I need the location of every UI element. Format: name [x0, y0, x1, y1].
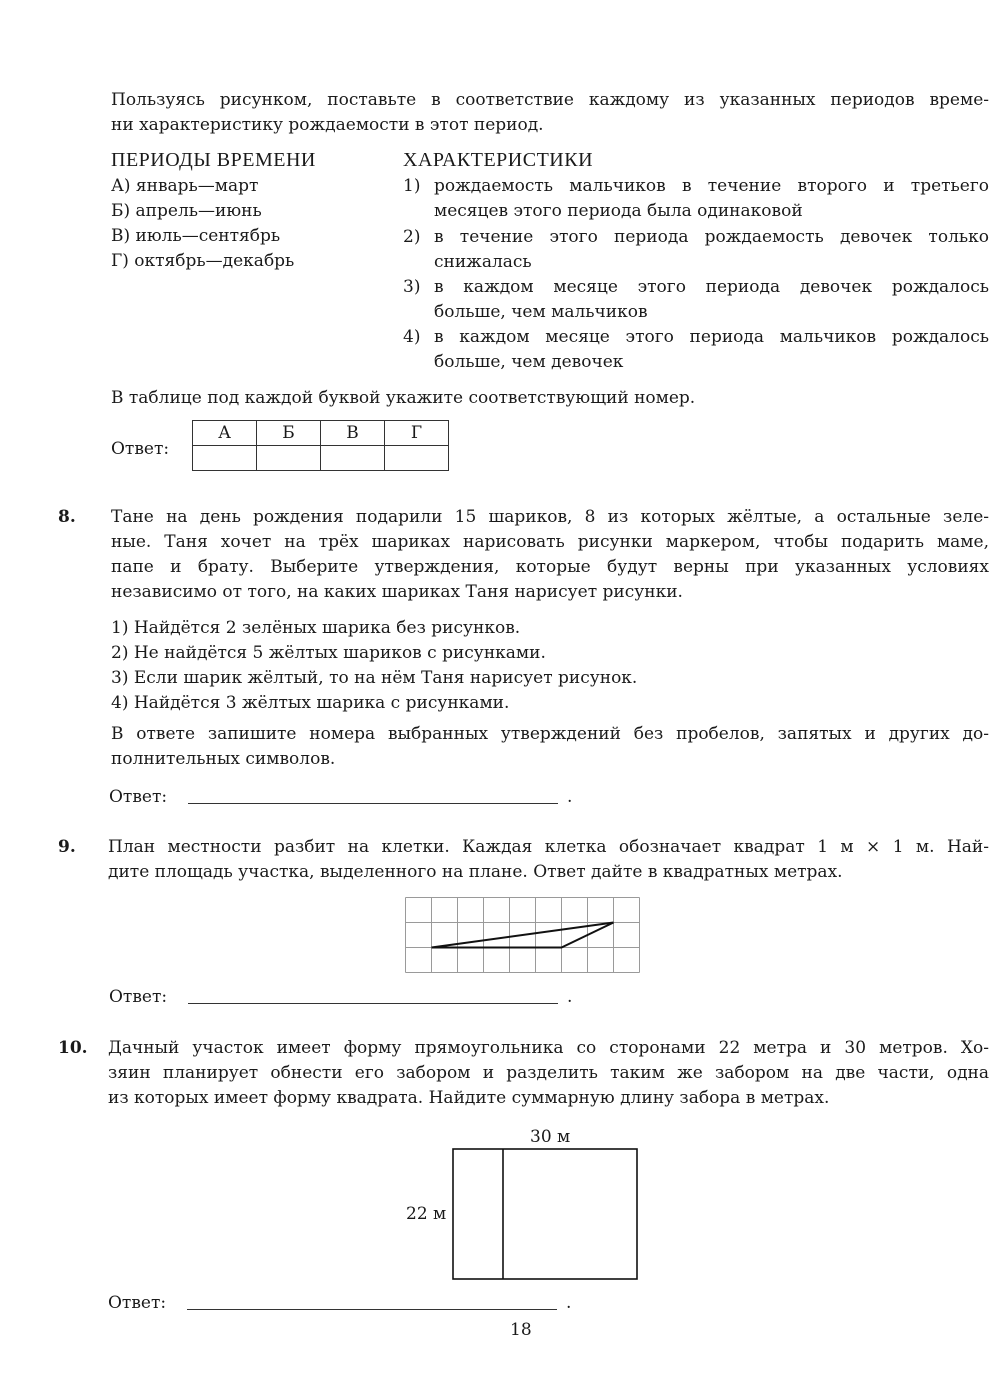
answer-cell-a[interactable]: [193, 446, 257, 471]
answer-header-a: А: [193, 421, 257, 446]
q8-option-1: 1) Найдётся 2 зелёных шарика без рисунков.: [111, 618, 521, 638]
q10-plot-diagram: [452, 1148, 640, 1282]
q10-answer-period: .: [566, 1293, 572, 1313]
q10-number: 10.: [58, 1038, 88, 1058]
char-2-num: 2): [403, 227, 421, 247]
q7-answer-label: Ответ:: [111, 439, 170, 459]
char-4-num: 4): [403, 327, 421, 347]
char-1-line-1: рождаемость мальчиков в течение второго и третьего: [434, 176, 989, 196]
q8-option-2: 2) Не найдётся 5 жёлтых шариков с рисунками.: [111, 643, 546, 663]
q10-answer-line[interactable]: [187, 1309, 557, 1310]
q8-number: 8.: [58, 507, 76, 527]
q8-option-3: 3) Если шарик жёлтый, то на нём Таня нарисует рисунок.: [111, 668, 638, 688]
periods-header: ПЕРИОДЫ ВРЕМЕНИ: [111, 149, 316, 171]
q7-intro-line-1: Пользуясь рисунком, поставьте в соответствие каждому из указанных периодов време-: [111, 90, 989, 110]
char-1-num: 1): [403, 176, 421, 196]
char-3-line-1: в каждом месяце этого периода девочек рождалось: [434, 277, 989, 297]
char-1-line-2: месяцев этого периода была одинаковой: [434, 201, 803, 221]
q10-width-label: 30 м: [530, 1127, 571, 1147]
q10-text-line-3: из которых имеет форму квадрата. Найдите суммарную длину забора в метрах.: [108, 1088, 830, 1108]
q9-answer-period: .: [567, 987, 573, 1007]
q8-instruction-line-1: В ответе запишите номера выбранных утверждений без пробелов, запятых и других до-: [111, 724, 989, 744]
q8-answer-label: Ответ:: [109, 787, 168, 807]
answer-cell-g[interactable]: [385, 446, 449, 471]
q10-text-line-1: Дачный участок имеет форму прямоугольника со сторонами 22 метра и 30 метров. Хо-: [108, 1038, 989, 1058]
char-4-line-2: больше, чем девочек: [434, 352, 624, 372]
period-v: В) июль—сентябрь: [111, 226, 281, 246]
q8-instruction-line-2: полнительных символов.: [111, 749, 336, 769]
answer-table-header-row: [193, 421, 449, 446]
q7-answer-table: [192, 420, 449, 471]
q9-text-line-2: дите площадь участка, выделенного на плане. Ответ дайте в квадратных метрах.: [108, 862, 843, 882]
char-4-line-1: в каждом месяце этого периода мальчиков рождалось: [434, 327, 989, 347]
q9-text-line-1: План местности разбит на клетки. Каждая клетка обозначает квадрат 1 м × 1 м. Най-: [108, 837, 989, 857]
q9-grid-plan: [405, 897, 641, 973]
q8-answer-line[interactable]: [188, 803, 558, 804]
highlighted-plot-shape: [432, 923, 614, 948]
period-g: Г) октябрь—декабрь: [111, 251, 295, 271]
q10-height-label: 22 м: [406, 1204, 447, 1224]
char-2-line-2: снижалась: [434, 252, 532, 272]
q8-text-line-4: независимо от того, на каких шариках Таня нарисует рисунки.: [111, 582, 683, 602]
q8-text-line-1: Тане на день рождения подарили 15 шариков, 8 из которых жёлтые, а остальные зеле-: [111, 507, 989, 527]
answer-header-b: Б: [257, 421, 321, 446]
characteristics-header: ХАРАКТЕРИСТИКИ: [403, 149, 594, 171]
q8-text-line-2: ные. Таня хочет на трёх шариках нарисовать рисунки маркером, чтобы подарить маме,: [111, 532, 989, 552]
answer-cell-b[interactable]: [257, 446, 321, 471]
q8-option-4: 4) Найдётся 3 жёлтых шарика с рисунками.: [111, 693, 510, 713]
period-b: Б) апрель—июнь: [111, 201, 262, 221]
page-number: 18: [510, 1320, 532, 1340]
q10-answer-label: Ответ:: [108, 1293, 167, 1313]
q8-text-line-3: папе и брату. Выберите утверждения, которые будут верны при указанных условиях: [111, 557, 989, 577]
q9-number: 9.: [58, 837, 76, 857]
answer-table-input-row: [193, 446, 449, 471]
q7-intro-line-2: ни характеристику рождаемости в этот период.: [111, 115, 544, 135]
answer-cell-v[interactable]: [321, 446, 385, 471]
q10-text-line-2: зяин планирует обнести его забором и разделить таким же забором на две части, одна: [108, 1063, 989, 1083]
q9-answer-label: Ответ:: [109, 987, 168, 1007]
q8-answer-period: .: [567, 787, 573, 807]
char-3-line-2: больше, чем мальчиков: [434, 302, 648, 322]
plot-rectangle: [453, 1149, 637, 1279]
q9-answer-line[interactable]: [188, 1003, 558, 1004]
answer-header-v: В: [321, 421, 385, 446]
char-2-line-1: в течение этого периода рождаемость девочек только: [434, 227, 989, 247]
period-a: А) январь—март: [111, 176, 259, 196]
char-3-num: 3): [403, 277, 421, 297]
answer-header-g: Г: [385, 421, 449, 446]
table-instruction: В таблице под каждой буквой укажите соответствующий номер.: [111, 388, 696, 408]
